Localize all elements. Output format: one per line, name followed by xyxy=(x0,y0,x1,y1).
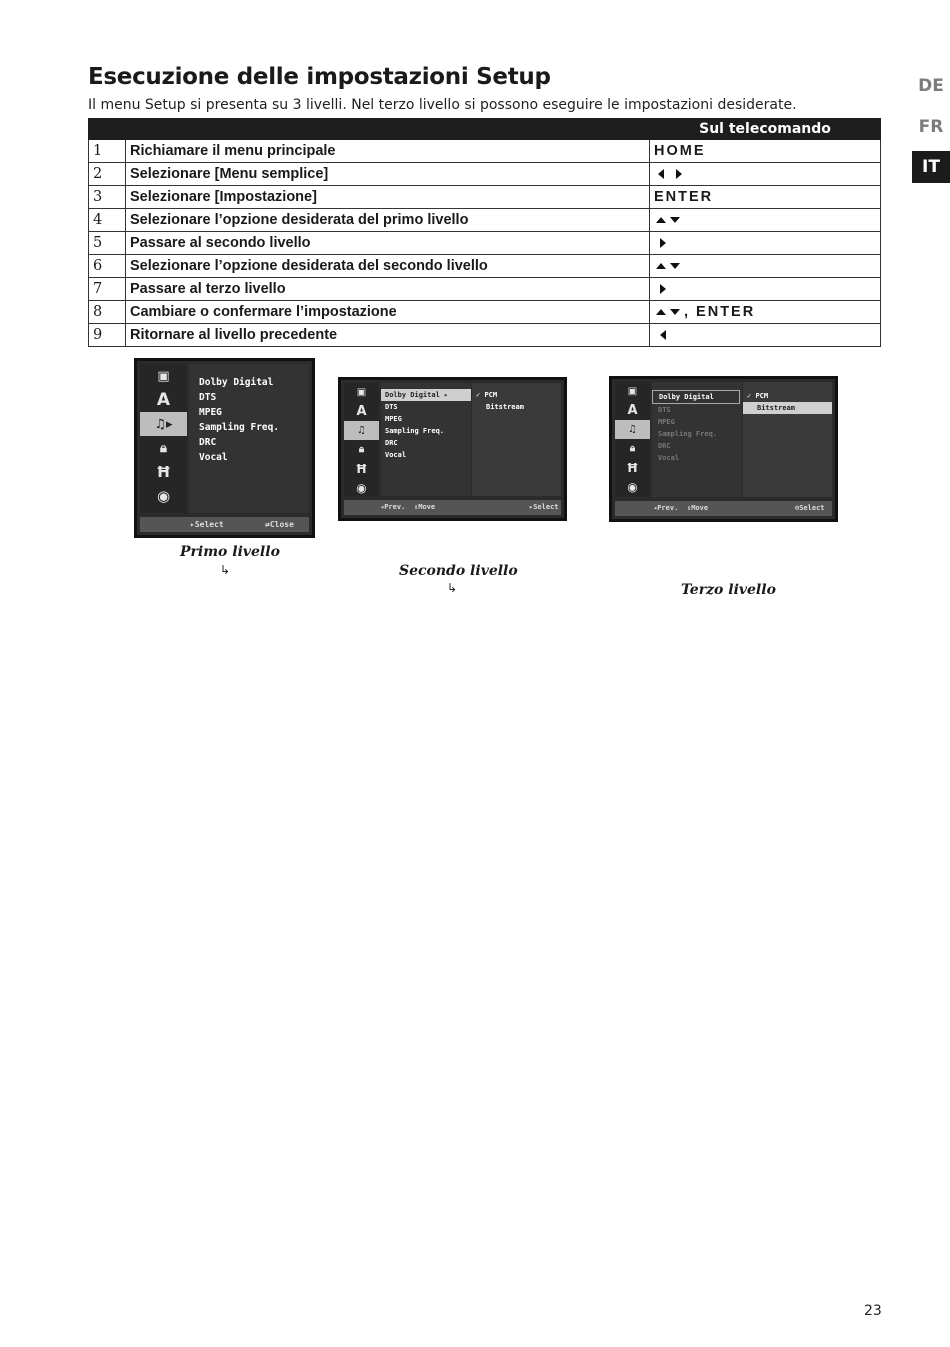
row-action: Selezionare [Menu semplice] xyxy=(126,163,650,186)
osd-footer xyxy=(615,501,832,516)
row-keys xyxy=(650,255,881,278)
row-number: 5 xyxy=(89,232,126,255)
hook-arrow-icon: ↳ xyxy=(447,581,458,595)
language-icon: A xyxy=(156,390,171,410)
menu-item-vocal[interactable]: Vocal xyxy=(385,451,407,459)
row-keys xyxy=(650,324,881,347)
table-row xyxy=(89,163,881,186)
menu-item-dolby-digital[interactable]: Dolby Digital xyxy=(199,377,274,388)
language-tab-fr[interactable]: FR xyxy=(912,111,950,143)
caption-level1: Primo livello xyxy=(180,544,280,560)
option-pcm[interactable]: ✓ PCM xyxy=(476,391,498,399)
table-row xyxy=(89,232,881,255)
menu-item-sampling-freq[interactable]: Sampling Freq. xyxy=(658,430,718,438)
option-bitstream[interactable]: Bitstream xyxy=(486,403,524,411)
menu-item-drc[interactable]: DRC xyxy=(199,437,217,448)
up-arrow-icon xyxy=(656,217,666,223)
row-number: 8 xyxy=(89,301,126,324)
row-keys: ENTER xyxy=(650,186,881,209)
others-icon: Ħ xyxy=(626,460,639,475)
lock-icon: 🔒︎ xyxy=(358,444,365,455)
row-number: 6 xyxy=(89,255,126,278)
footer-move-hint: ⇕Move xyxy=(414,503,436,511)
disc-menu-icon: ▣ xyxy=(356,387,367,398)
menu-item-drc[interactable]: DRC xyxy=(658,442,671,450)
table-row xyxy=(89,209,881,232)
menu-item-mpeg[interactable]: MPEG xyxy=(658,418,675,426)
row-keys: HOME xyxy=(650,140,881,163)
disc-icon: ◉ xyxy=(627,479,638,494)
osd-first-level-list xyxy=(652,382,742,497)
footer-select-hint: ⊙Select xyxy=(795,504,825,512)
osd-screen-level2 xyxy=(338,377,567,521)
row-number: 2 xyxy=(89,163,126,186)
row-keys xyxy=(650,301,881,324)
osd-second-level-list xyxy=(472,383,561,496)
row-number: 7 xyxy=(89,278,126,301)
table-row xyxy=(89,324,881,347)
row-number: 4 xyxy=(89,209,126,232)
row-action: Passare al terzo livello xyxy=(126,278,650,301)
menu-item-sampling-freq[interactable]: Sampling Freq. xyxy=(199,422,280,433)
row-action: Cambiare o confermare l’impostazione xyxy=(126,301,650,324)
row-number: 3 xyxy=(89,186,126,209)
language-tab-de[interactable]: DE xyxy=(912,70,950,102)
audio-icon: ♫▸ xyxy=(140,412,187,436)
lock-icon: 🔒︎ xyxy=(160,440,167,456)
option-pcm[interactable]: ✓ PCM xyxy=(747,392,769,400)
hook-arrow-icon: ↳ xyxy=(220,563,231,577)
right-arrow-icon xyxy=(660,284,666,294)
down-arrow-icon xyxy=(670,309,680,315)
table-row xyxy=(89,140,881,163)
menu-item-drc[interactable]: DRC xyxy=(385,439,398,447)
page-title: Esecuzione delle impostazioni Setup xyxy=(88,64,551,90)
lock-icon: 🔒︎ xyxy=(629,443,636,454)
row-action: Passare al secondo livello xyxy=(126,232,650,255)
footer-prev-hint: ◂Prev. xyxy=(380,503,406,511)
footer-prev-hint: ◂Prev. xyxy=(653,504,679,512)
audio-icon: ♫ xyxy=(344,421,379,440)
row-action: Richiamare il menu principale xyxy=(126,140,650,163)
table-row xyxy=(89,278,881,301)
footer-move-hint: ⇕Move xyxy=(687,504,709,512)
row-action: Selezionare l’opzione desiderata del primo livello xyxy=(126,209,650,232)
row-number: 1 xyxy=(89,140,126,163)
language-icon: A xyxy=(356,404,367,419)
up-arrow-icon xyxy=(656,263,666,269)
table-row xyxy=(89,255,881,278)
row-keys xyxy=(650,209,881,232)
row-number: 9 xyxy=(89,324,126,347)
header-cell-num xyxy=(89,119,126,140)
table-row xyxy=(89,186,881,209)
menu-item-mpeg[interactable]: MPEG xyxy=(385,415,402,423)
osd-screen-level1 xyxy=(134,358,315,538)
menu-item-dts[interactable]: DTS xyxy=(658,406,671,414)
footer-select-hint: ▸Select xyxy=(529,503,559,511)
enter-key-label: , ENTER xyxy=(684,304,756,320)
osd-footer xyxy=(344,500,561,515)
osd-first-level-list xyxy=(189,364,309,513)
down-arrow-icon xyxy=(670,217,680,223)
menu-item-sampling-freq[interactable]: Sampling Freq. xyxy=(385,427,445,435)
disc-icon: ◉ xyxy=(356,480,367,495)
page-number: 23 xyxy=(864,1303,882,1319)
disc-menu-icon: ▣ xyxy=(627,386,638,397)
header-cell-action xyxy=(126,119,650,140)
language-tab-it[interactable]: IT xyxy=(912,151,950,183)
left-arrow-icon xyxy=(658,169,664,179)
disc-icon: ◉ xyxy=(156,487,171,505)
menu-item-dts[interactable]: DTS xyxy=(199,392,217,403)
row-action: Ritornare al livello precedente xyxy=(126,324,650,347)
row-keys xyxy=(650,163,881,186)
row-action: Selezionare [Impostazione] xyxy=(126,186,650,209)
table-header-row xyxy=(89,119,881,140)
language-icon: A xyxy=(627,403,638,418)
footer-close-hint: ⇄Close xyxy=(265,520,294,529)
caption-level2: Secondo livello xyxy=(399,563,518,579)
audio-icon: ♫ xyxy=(615,420,650,439)
others-icon: Ħ xyxy=(156,463,171,481)
row-keys xyxy=(650,278,881,301)
menu-item-vocal[interactable]: Vocal xyxy=(199,452,228,463)
right-arrow-icon xyxy=(660,238,666,248)
menu-item-mpeg[interactable]: MPEG xyxy=(199,407,222,418)
menu-item-dts[interactable]: DTS xyxy=(385,403,398,411)
menu-item-dolby-digital[interactable]: Dolby Digital ▸ xyxy=(381,389,471,401)
menu-item-dolby-digital[interactable]: Dolby Digital xyxy=(652,390,740,404)
osd-sidebar xyxy=(140,364,187,513)
table-row xyxy=(89,301,881,324)
option-bitstream[interactable]: Bitstream xyxy=(743,402,832,414)
osd-footer xyxy=(140,517,309,532)
row-keys xyxy=(650,232,881,255)
row-action: Selezionare l’opzione desiderata del secondo livello xyxy=(126,255,650,278)
osd-first-level-list xyxy=(381,383,471,496)
header-cell-remote: Sul telecomando xyxy=(650,119,881,140)
disc-menu-icon: ▣ xyxy=(157,368,170,384)
osd-sidebar xyxy=(615,382,650,497)
down-arrow-icon xyxy=(670,263,680,269)
left-arrow-icon xyxy=(660,330,666,340)
osd-screen-level3 xyxy=(609,376,838,522)
osd-second-level-list xyxy=(743,382,832,497)
page-subtitle: Il menu Setup si presenta su 3 livelli. Nel terzo livello si possono eseguire le impostazioni desiderate. xyxy=(88,97,797,113)
up-arrow-icon xyxy=(656,309,666,315)
right-arrow-icon xyxy=(676,169,682,179)
osd-sidebar xyxy=(344,383,379,496)
others-icon: Ħ xyxy=(355,461,368,476)
caption-level3: Terzo livello xyxy=(681,582,776,598)
setup-steps-table xyxy=(88,118,881,347)
footer-select-hint: ▸Select xyxy=(190,520,224,529)
menu-item-vocal[interactable]: Vocal xyxy=(658,454,680,462)
